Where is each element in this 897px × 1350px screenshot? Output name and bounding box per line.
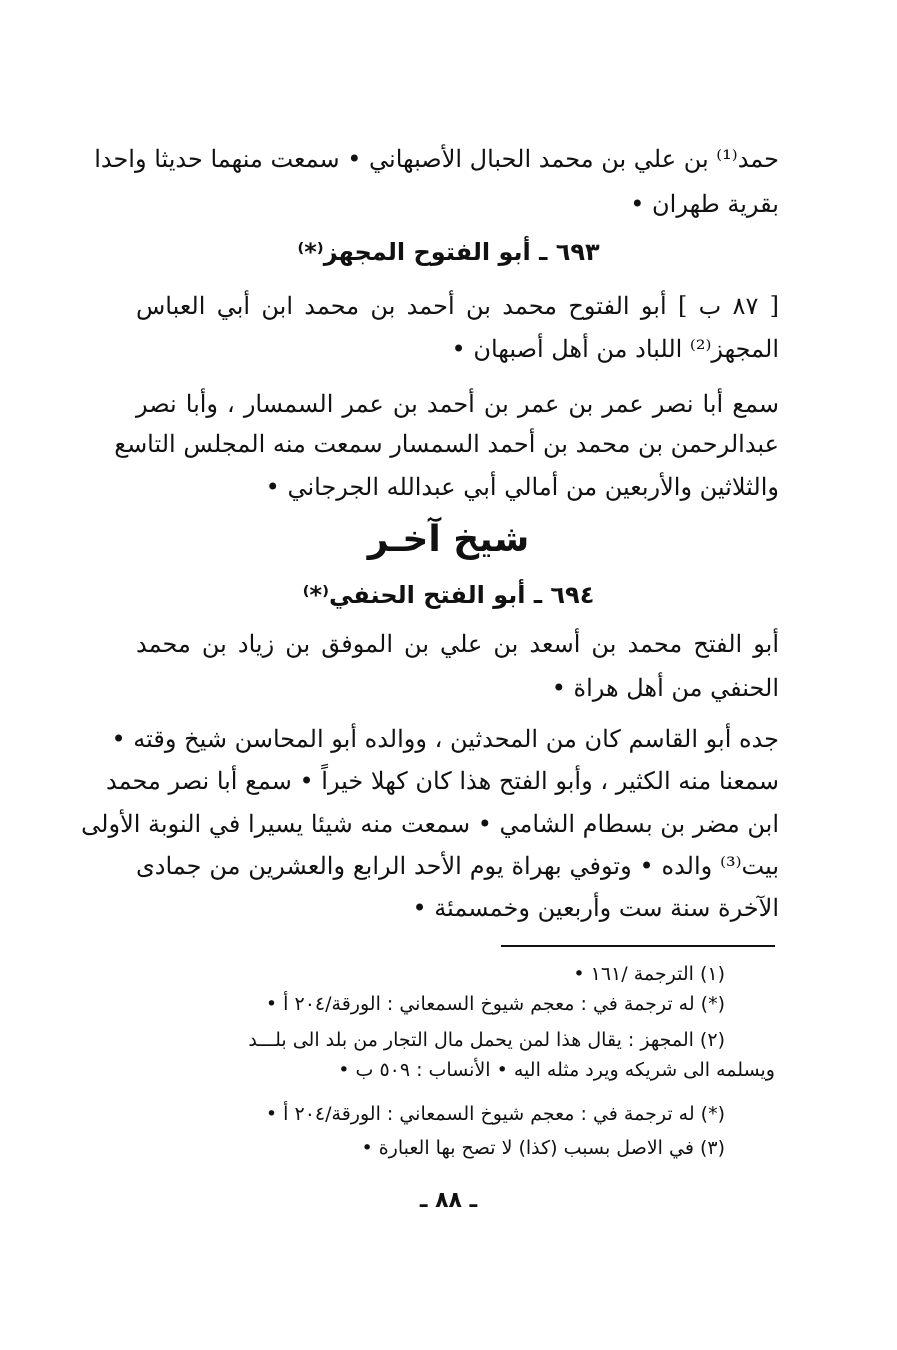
- footnote-3: (٣) في الاصل بسبب (كذا) لا تصح بها العبارة •: [361, 1137, 725, 1159]
- footnote-1: (١) الترجمة /١٦١ •: [573, 963, 725, 985]
- text-line: [ ٨٧ ب ] أبو الفتوح محمد بن أحمد بن محمد ابن أبي العباس: [136, 292, 779, 320]
- text-line: حمد⁽¹⁾ بن علي بن محمد الحبال الأصبهاني • سمعت منهما حديثا واحدا: [94, 145, 779, 173]
- text-line: أبو الفتح محمد بن أسعد بن علي بن الموفق بن زياد بن محمد: [136, 630, 779, 658]
- text-line: بقرية طهران •: [630, 190, 779, 218]
- text-line: المجهز⁽²⁾ اللباد من أهل أصبهان •: [451, 335, 779, 363]
- section-title: شيخ آخـر: [367, 519, 530, 560]
- text-line: الآخرة سنة ست وأربعين وخمسمئة •: [412, 894, 779, 922]
- footnote-2: (٢) المجهز : يقال هذا لمن يحمل مال التجار من بلد الى بلـــد: [248, 1029, 725, 1051]
- entry-heading-693: ٦٩٣ ـ أبو الفتوح المجهز⁽*⁾: [297, 238, 600, 266]
- text-line: جده أبو القاسم كان من المحدثين ، ووالده أبو المحاسن شيخ وقته •: [111, 725, 779, 753]
- text-line: سمعنا منه الكثير ، وأبو الفتح هذا كان كهلا خيراً • سمع أبا نصر محمد: [106, 767, 779, 795]
- text-line: عبدالرحمن بن محمد بن أحمد السمسار سمعت منه المجلس التاسع: [114, 430, 779, 458]
- page-number: ـ ٨٨ ـ: [419, 1188, 478, 1213]
- text-line: سمع أبا نصر عمر بن عمر بن أحمد بن عمر السمسار ، وأبا نصر: [136, 390, 779, 418]
- text-line: ابن مضر بن بسطام الشامي • سمعت منه شيئا يسيرا في النوبة الأولى: [81, 810, 779, 838]
- footnote-star-2: (*) له ترجمة في : معجم شيوخ السمعاني : الورقة/٢٠٤ أ •: [265, 1103, 725, 1125]
- text-line: والثلاثين والأربعين من أمالي أبي عبدالله الجرجاني •: [265, 473, 779, 501]
- text-line: بيت⁽³⁾ والده • وتوفي بهراة يوم الأحد الرابع والعشرين من جمادى: [136, 852, 779, 880]
- text-line: الحنفي من أهل هراة •: [551, 674, 779, 702]
- footnote-divider: [501, 945, 775, 947]
- entry-heading-694: ٦٩٤ ـ أبو الفتح الحنفي⁽*⁾: [302, 581, 595, 609]
- footnote-star-1: (*) له ترجمة في : معجم شيوخ السمعاني : الورقة/٢٠٤ أ •: [265, 993, 725, 1015]
- footnote-2-continued: ويسلمه الى شريكه ويرد مثله اليه • الأنساب : ٥٠٩ ب •: [338, 1059, 775, 1081]
